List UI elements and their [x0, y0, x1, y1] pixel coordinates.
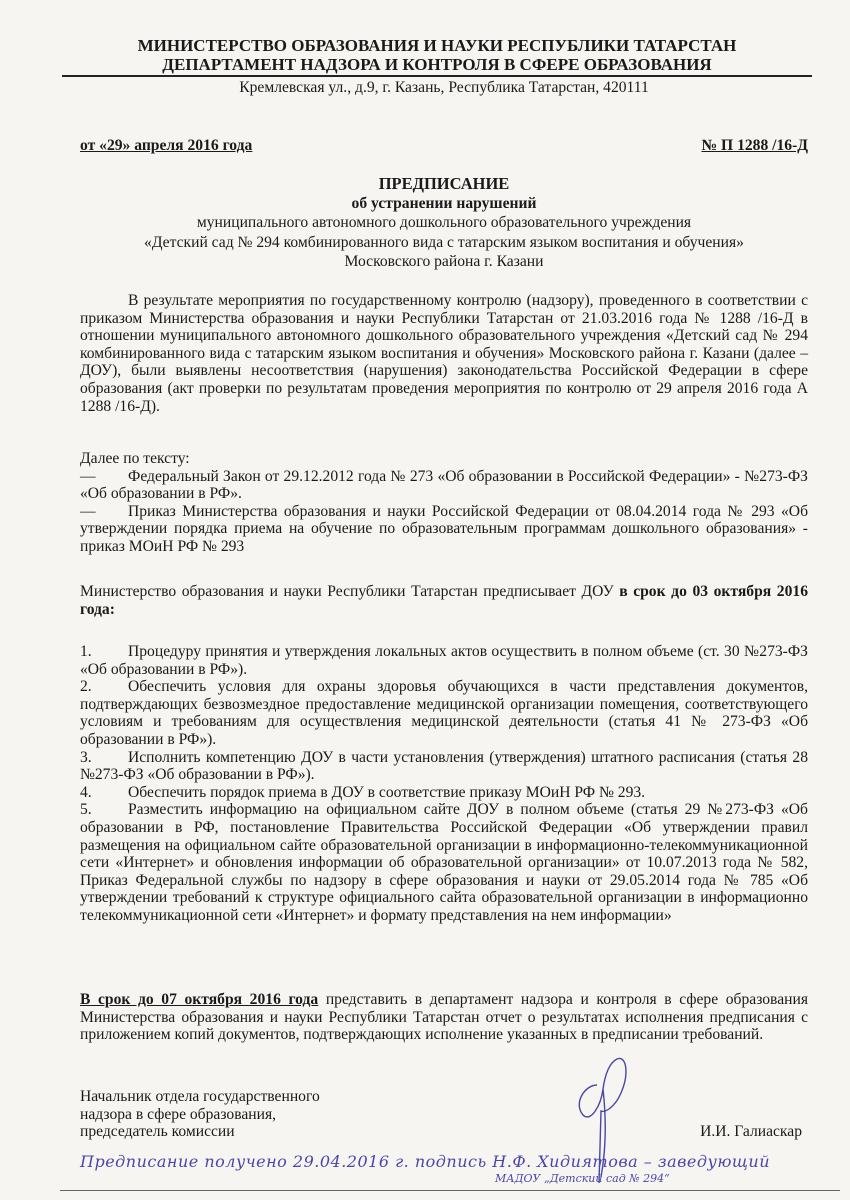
- position-line: Начальник отдела государственного: [80, 1088, 320, 1105]
- item-number: 5.: [80, 801, 92, 819]
- requirement-item: [80, 678, 808, 748]
- position-line: надзора в сфере образования,: [80, 1105, 277, 1123]
- title-line-3: Московского района г. Казани: [344, 253, 544, 270]
- requirement-item: [80, 784, 808, 802]
- document-title: [80, 174, 808, 272]
- address: Кремлевская ул., д.9, г. Казань, Республика Татарстан, 420111: [239, 79, 649, 96]
- item-text: Обеспечить порядок приема в ДОУ в соответствие приказу МОиН РФ № 293.: [128, 783, 646, 801]
- header-divider: [62, 75, 812, 77]
- intro-paragraph: В результате мероприятия по государственному контролю (надзору), проведенного в соответствии с приказом Министерства образования и науки Республики Татарстан от 21.03.2016 года № 1288 /16-Д в отношении муниципального автономного дошкольного образовательного учреждения «Детский сад № 294 комбинированного вида с татарским языком воспитания и обучения» Московского района г. Казани (далее – ДОУ), были выявлены несоответствия (нарушения) законодательства Российской Федерации в сфере образования (акт проверки по результатам проведения мероприятия по контролю от 29 апреля 2016 года А 1288 /16-Д).: [80, 292, 808, 415]
- signature-position: [80, 1088, 808, 1141]
- references: [80, 450, 808, 556]
- item-text: Исполнить компетенцию ДОУ в части установления (утверждения) штатного расписания (статья 28 №273-ФЗ «Об образовании в РФ»).: [80, 748, 808, 784]
- item-number: 4.: [80, 783, 92, 801]
- position-line: председатель комиссии: [80, 1123, 235, 1141]
- order-text: Министерство образования и науки Республики Татарстан предписывает ДОУ: [80, 583, 620, 600]
- report-text: представить в департамент надзора и контроля в сфере образования Министерства образования и науки Республики Татарстан отчет о результатах исполнения предписания с приложением копий документов, подтверждающих исполнение указанных в предписании требований.: [80, 991, 808, 1044]
- item-text: Разместить информацию на официальном сайте ДОУ в полном объеме (статья 29 №273-ФЗ «Об образовании в РФ, постановление Правительства Российской Федерации «Об утверждении правил размещения на официальном сайте образовательной организации в информационно-телекоммуникационной сети «Интернет» и обновления информации об образовательной организации» от 10.07.2013 года № 582, Приказ Федеральной службы по надзору в сфере образования и науки от 29.05.2014 года № 785 «Об утверждении требований к структуре официального сайта образовательной организации в информационно телекоммуникационной сети «Интернет» и формату представления на нем информации»: [80, 801, 808, 924]
- reference-item: [80, 503, 808, 556]
- page-edge: [60, 1190, 840, 1191]
- reference-text: Приказ Министерства образования и науки Российской Федерации от 08.04.2014 года № 293 «Об утверждении порядка приема на обучение по образовательным программам дошкольного образования» - приказ МОиН РФ № 293: [80, 502, 808, 555]
- document-meta: [80, 137, 808, 155]
- reference-marker: —: [80, 467, 96, 485]
- requirement-item: [80, 801, 808, 924]
- order-paragraph: [80, 583, 808, 618]
- order-deadline: в срок до 03 октября 2016 года:: [80, 583, 808, 618]
- report-deadline: В срок до 07 октября 2016 года: [80, 991, 319, 1008]
- report-paragraph: [80, 991, 808, 1044]
- references-heading: Далее по тексту:: [80, 450, 190, 467]
- handwritten-receipt-institution: МАДОУ „Детский сад № 294“: [495, 1172, 670, 1185]
- item-text: Процедуру принятия и утверждения локальных актов осуществить в полном объеме (ст. 30 №273-ФЗ «Об образовании в РФ»).: [80, 643, 808, 678]
- signatory-name: И.И. Галиаскар: [700, 1123, 802, 1140]
- requirements-list: [80, 643, 808, 925]
- item-number: 2.: [80, 678, 92, 696]
- item-text: Обеспечить условия для охраны здоровья обучающихся в части представления документов, подтверждающих безвозмездное предоставление медицинской организации помещения, соответствующего условиям и требованиям для осуществления медицинской деятельности (статья 41 № 273-ФЗ «Об образовании в РФ»).: [80, 678, 808, 748]
- handwritten-receipt: Предписание получено 29.04.2016 г. подпись Н.Ф. Хидиятова – заведующий: [80, 1152, 771, 1171]
- document-date: от «29» апреля 2016 года: [80, 137, 253, 154]
- title-sub: об устранении нарушений: [351, 194, 537, 212]
- title-line-2: «Детский сад № 294 комбинированного вида с татарским языком воспитания и обучения»: [144, 233, 744, 251]
- requirement-item: [80, 643, 808, 678]
- reference-marker: —: [80, 502, 96, 520]
- ministry-name: МИНИСТЕРСТВО ОБРАЗОВАНИЯ И НАУКИ РЕСПУБЛИКИ ТАТАРСТАН: [137, 36, 737, 55]
- title-line-1: муниципального автономного дошкольного образовательного учреждения: [196, 214, 692, 231]
- title-main: ПРЕДПИСАНИЕ: [378, 174, 510, 193]
- document-number: № П 1288 /16-Д: [701, 137, 808, 154]
- item-number: 1.: [80, 643, 92, 660]
- reference-text: Федеральный Закон от 29.12.2012 года № 273 «Об образовании в Российской Федерации» - №273-ФЗ «Об образовании в РФ».: [80, 467, 808, 503]
- item-number: 3.: [80, 748, 92, 766]
- department-name: ДЕПАРТАМЕНТ НАДЗОРА И КОНТРОЛЯ В СФЕРЕ ОБРАЗОВАНИЯ: [162, 55, 712, 74]
- ministry-header: [62, 36, 812, 74]
- requirement-item: [80, 749, 808, 784]
- reference-item: [80, 468, 808, 503]
